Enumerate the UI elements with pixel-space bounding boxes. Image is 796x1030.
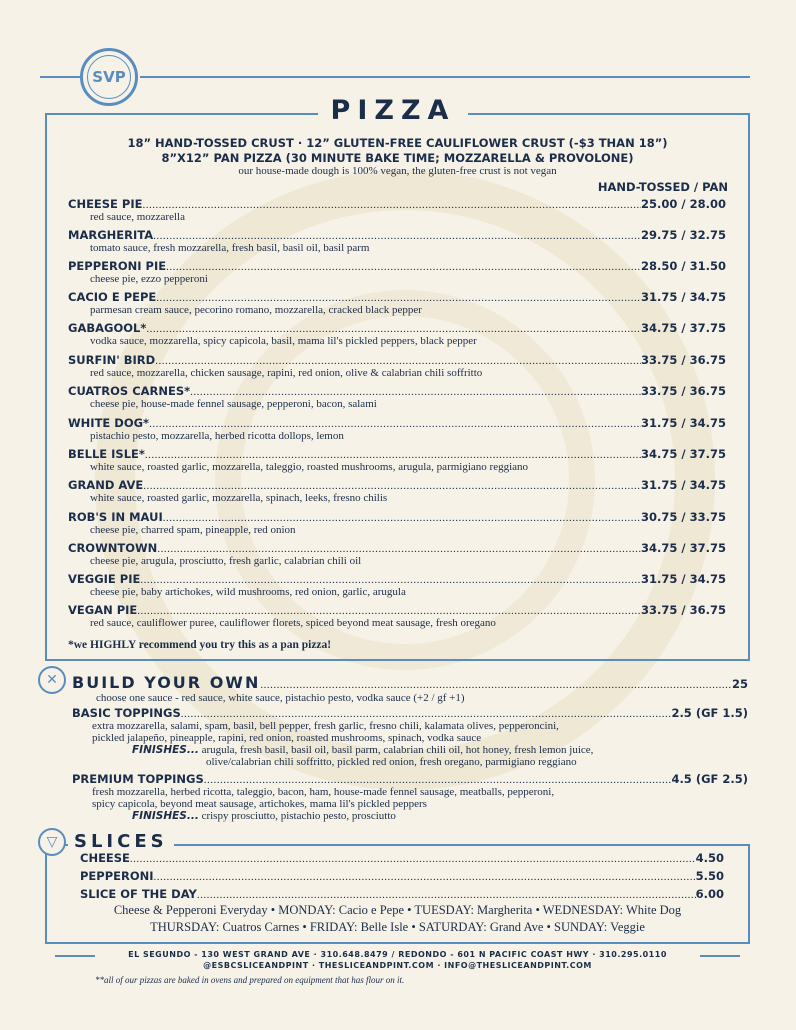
finishes-label: FINISHES... xyxy=(132,810,199,822)
daily-slices-1: Cheese & Pepperoni Everyday • MONDAY: Cacio e Pepe • TUESDAY: Margherita • WEDNESDAY: White Dog xyxy=(113,903,682,917)
item-description: tomato sauce, fresh mozzarella, fresh basil, basil oil, basil parm xyxy=(90,242,370,254)
leader-dots xyxy=(190,386,641,398)
leader-dots xyxy=(149,418,641,430)
item-price: 34.75 / 37.75 xyxy=(641,541,726,555)
item-price: 33.75 / 36.75 xyxy=(641,603,726,617)
leader-dots xyxy=(163,512,641,524)
leader-dots xyxy=(137,605,641,617)
crust-options: 18” HAND-TOSSED CRUST · 12” GLUTEN-FREE CAULIFLOWER CRUST (-$3 THAN 18”) xyxy=(127,136,668,150)
menu-item xyxy=(68,197,726,223)
build-your-own-section xyxy=(72,673,748,822)
basic-toppings-list-2: pickled jalapeño, pineapple, rapini, red onion, roasted mushrooms, spinach, vodka sauce xyxy=(92,732,482,744)
item-name: VEGAN PIE xyxy=(68,603,138,617)
dough-note: our house-made dough is 100% vegan, the gluten-free crust is not vegan xyxy=(238,165,557,177)
menu-item xyxy=(68,259,726,285)
premium-toppings-list-2: spicy capicola, beyond meat sausage, artichokes, mama lil's pickled peppers xyxy=(92,798,427,810)
premium-toppings-list-1: fresh mozzarella, herbed ricotta, taleggio, bacon, ham, house-made fennel sausage, meatballs, pepperoni, xyxy=(92,786,555,798)
menu-item xyxy=(68,321,726,347)
menu-item xyxy=(68,290,726,316)
menu-item xyxy=(68,572,726,598)
slice-price: 5.50 xyxy=(695,869,724,883)
item-name: CROWNTOWN xyxy=(68,541,158,555)
slice-name: SLICE OF THE DAY xyxy=(80,887,197,901)
item-price: 31.75 / 34.75 xyxy=(641,416,726,430)
item-price: 30.75 / 33.75 xyxy=(641,510,726,524)
item-price: 31.75 / 34.75 xyxy=(641,478,726,492)
item-description: cheese pie, arugula, prosciutto, fresh garlic, calabrian chili oil xyxy=(90,555,362,567)
menu-item xyxy=(68,541,726,567)
pan-pizza-info: 8”X12” PAN PIZZA (30 MINUTE BAKE TIME; MOZZARELLA & PROVOLONE) xyxy=(161,151,634,165)
leader-dots xyxy=(157,543,641,555)
item-description: cheese pie, charred spam, pineapple, red onion xyxy=(90,524,296,536)
slice-price: 4.50 xyxy=(695,851,724,865)
leader-dots xyxy=(197,889,696,901)
top-rule-right xyxy=(140,76,750,78)
flour-disclaimer: **all of our pizzas are baked in ovens and prepared on equipment that has flour on it. xyxy=(95,975,405,985)
menu-item xyxy=(68,416,726,442)
slices-title: SLICES xyxy=(68,831,174,852)
item-price: 28.50 / 31.50 xyxy=(641,259,726,273)
item-description: red sauce, mozzarella xyxy=(90,211,185,223)
item-name: BELLE ISLE* xyxy=(68,447,145,461)
item-description: cheese pie, house-made fennel sausage, pepperoni, bacon, salami xyxy=(90,398,377,410)
leader-dots xyxy=(181,708,672,720)
item-description: vodka sauce, mozzarella, spicy capicola, basil, mama lil's pickled peppers, black pepper xyxy=(90,335,477,347)
leader-dots xyxy=(140,574,641,586)
slice-name: CHEESE xyxy=(80,851,130,865)
item-name: MARGHERITA xyxy=(68,228,154,242)
contact-info: @ESBCSLICEANDPINT · THESLICEANDPINT.COM · INFO@THESLICEANDPINT.COM xyxy=(203,961,592,970)
basic-finishes-1: arugula, fresh basil, basil oil, basil parm, calabrian chili oil, hot honey, fresh lemon juice, xyxy=(201,744,594,756)
byo-price: 25 xyxy=(731,677,748,691)
logo-text: SVP xyxy=(87,55,131,99)
leader-dots xyxy=(154,871,696,883)
item-price: 34.75 / 37.75 xyxy=(641,447,726,461)
slices-list xyxy=(80,851,724,905)
byo-title: BUILD YOUR OWN xyxy=(72,673,261,692)
item-price: 31.75 / 34.75 xyxy=(641,290,726,304)
menu-item xyxy=(68,228,726,254)
item-description: red sauce, cauliflower puree, cauliflower florets, spiced beyond meat sausage, fresh oregano xyxy=(90,617,496,629)
item-name: SURFIN' BIRD xyxy=(68,353,156,367)
item-name: CHEESE PIE xyxy=(68,197,143,211)
locations: EL SEGUNDO - 130 WEST GRAND AVE · 310.648.8479 / REDONDO - 601 N PACIFIC COAST HWY · 310.295.0110 xyxy=(128,950,667,959)
item-price: 33.75 / 36.75 xyxy=(641,353,726,367)
menu-item xyxy=(68,603,726,629)
item-description: parmesan cream sauce, pecorino romano, mozzarella, cracked black pepper xyxy=(90,304,422,316)
top-rule-left xyxy=(40,76,80,78)
leader-dots xyxy=(153,230,641,242)
finishes-label: FINISHES... xyxy=(132,744,199,756)
item-name: CUATROS CARNES* xyxy=(68,384,191,398)
item-name: WHITE DOG* xyxy=(68,416,150,430)
menu-item xyxy=(68,353,726,379)
pizza-title: PIZZA xyxy=(318,95,468,126)
menu-item xyxy=(68,447,726,473)
item-name: ROB'S IN MAUI xyxy=(68,510,163,524)
premium-toppings-label: PREMIUM TOPPINGS xyxy=(72,772,204,786)
item-name: GRAND AVE xyxy=(68,478,144,492)
menu-item xyxy=(68,384,726,410)
item-price: 31.75 / 34.75 xyxy=(641,572,726,586)
leader-dots xyxy=(143,480,641,492)
menu-item xyxy=(68,478,726,504)
item-name: GABAGOOL* xyxy=(68,321,147,335)
slice-name: PEPPERONI xyxy=(80,869,154,883)
item-description: cheese pie, ezzo pepperoni xyxy=(90,273,208,285)
leader-dots xyxy=(142,199,641,211)
basic-toppings-label: BASIC TOPPINGS xyxy=(72,706,181,720)
item-price: 34.75 / 37.75 xyxy=(641,321,726,335)
tools-icon: ✕ xyxy=(38,666,66,694)
price-column-header: HAND-TOSSED / PAN xyxy=(597,180,728,194)
leader-dots xyxy=(155,355,641,367)
item-price: 29.75 / 32.75 xyxy=(641,228,726,242)
item-name: CACIO E PEPE xyxy=(68,290,157,304)
slice-icon: ▽ xyxy=(38,828,66,856)
item-description: red sauce, mozzarella, chicken sausage, rapini, red onion, olive & calabrian chili soffritto xyxy=(90,367,483,379)
leader-dots xyxy=(146,323,641,335)
item-name: PEPPERONI PIE xyxy=(68,259,167,273)
logo-badge xyxy=(80,48,138,106)
item-price: 33.75 / 36.75 xyxy=(641,384,726,398)
basic-finishes-2: olive/calabrian chili soffritto, pickled red onion, fresh oregano, parmigiano reggiano xyxy=(206,756,577,768)
leader-dots xyxy=(156,292,641,304)
menu-item xyxy=(68,510,726,536)
premium-finishes: crispy prosciutto, pistachio pesto, prosciutto xyxy=(201,810,396,822)
basic-toppings-price: 2.5 (GF 1.5) xyxy=(671,706,748,720)
item-description: white sauce, roasted garlic, mozzarella, spinach, leeks, fresno chilis xyxy=(90,492,388,504)
item-description: white sauce, roasted garlic, mozzarella, taleggio, roasted mushrooms, arugula, parmigiano reggiano xyxy=(90,461,529,473)
leader-dots xyxy=(130,853,696,865)
item-name: VEGGIE PIE xyxy=(68,572,141,586)
leader-dots xyxy=(204,774,672,786)
premium-toppings-price: 4.5 (GF 2.5) xyxy=(671,772,748,786)
basic-toppings-list-1: extra mozzarella, salami, spam, basil, bell pepper, fresh garlic, fresno chili, kalamata olives, pepperoncini, xyxy=(92,720,559,732)
pan-pizza-note: *we HIGHLY recommend you try this as a pan pizza! xyxy=(68,639,332,651)
sauce-options: choose one sauce - red sauce, white sauce, pistachio pesto, vodka sauce (+2 / gf +1) xyxy=(96,692,465,704)
item-description: cheese pie, baby artichokes, wild mushrooms, red onion, garlic, arugula xyxy=(90,586,406,598)
slice-price: 6.00 xyxy=(695,887,724,901)
item-description: pistachio pesto, mozzarella, herbed ricotta dollops, lemon xyxy=(90,430,344,442)
item-price: 25.00 / 28.00 xyxy=(641,197,726,211)
leader-dots xyxy=(260,679,732,691)
leader-dots xyxy=(166,261,641,273)
daily-slices-2: THURSDAY: Cuatros Carnes • FRIDAY: Belle Isle • SATURDAY: Grand Ave • SUNDAY: Veggie xyxy=(150,920,645,934)
leader-dots xyxy=(145,449,641,461)
